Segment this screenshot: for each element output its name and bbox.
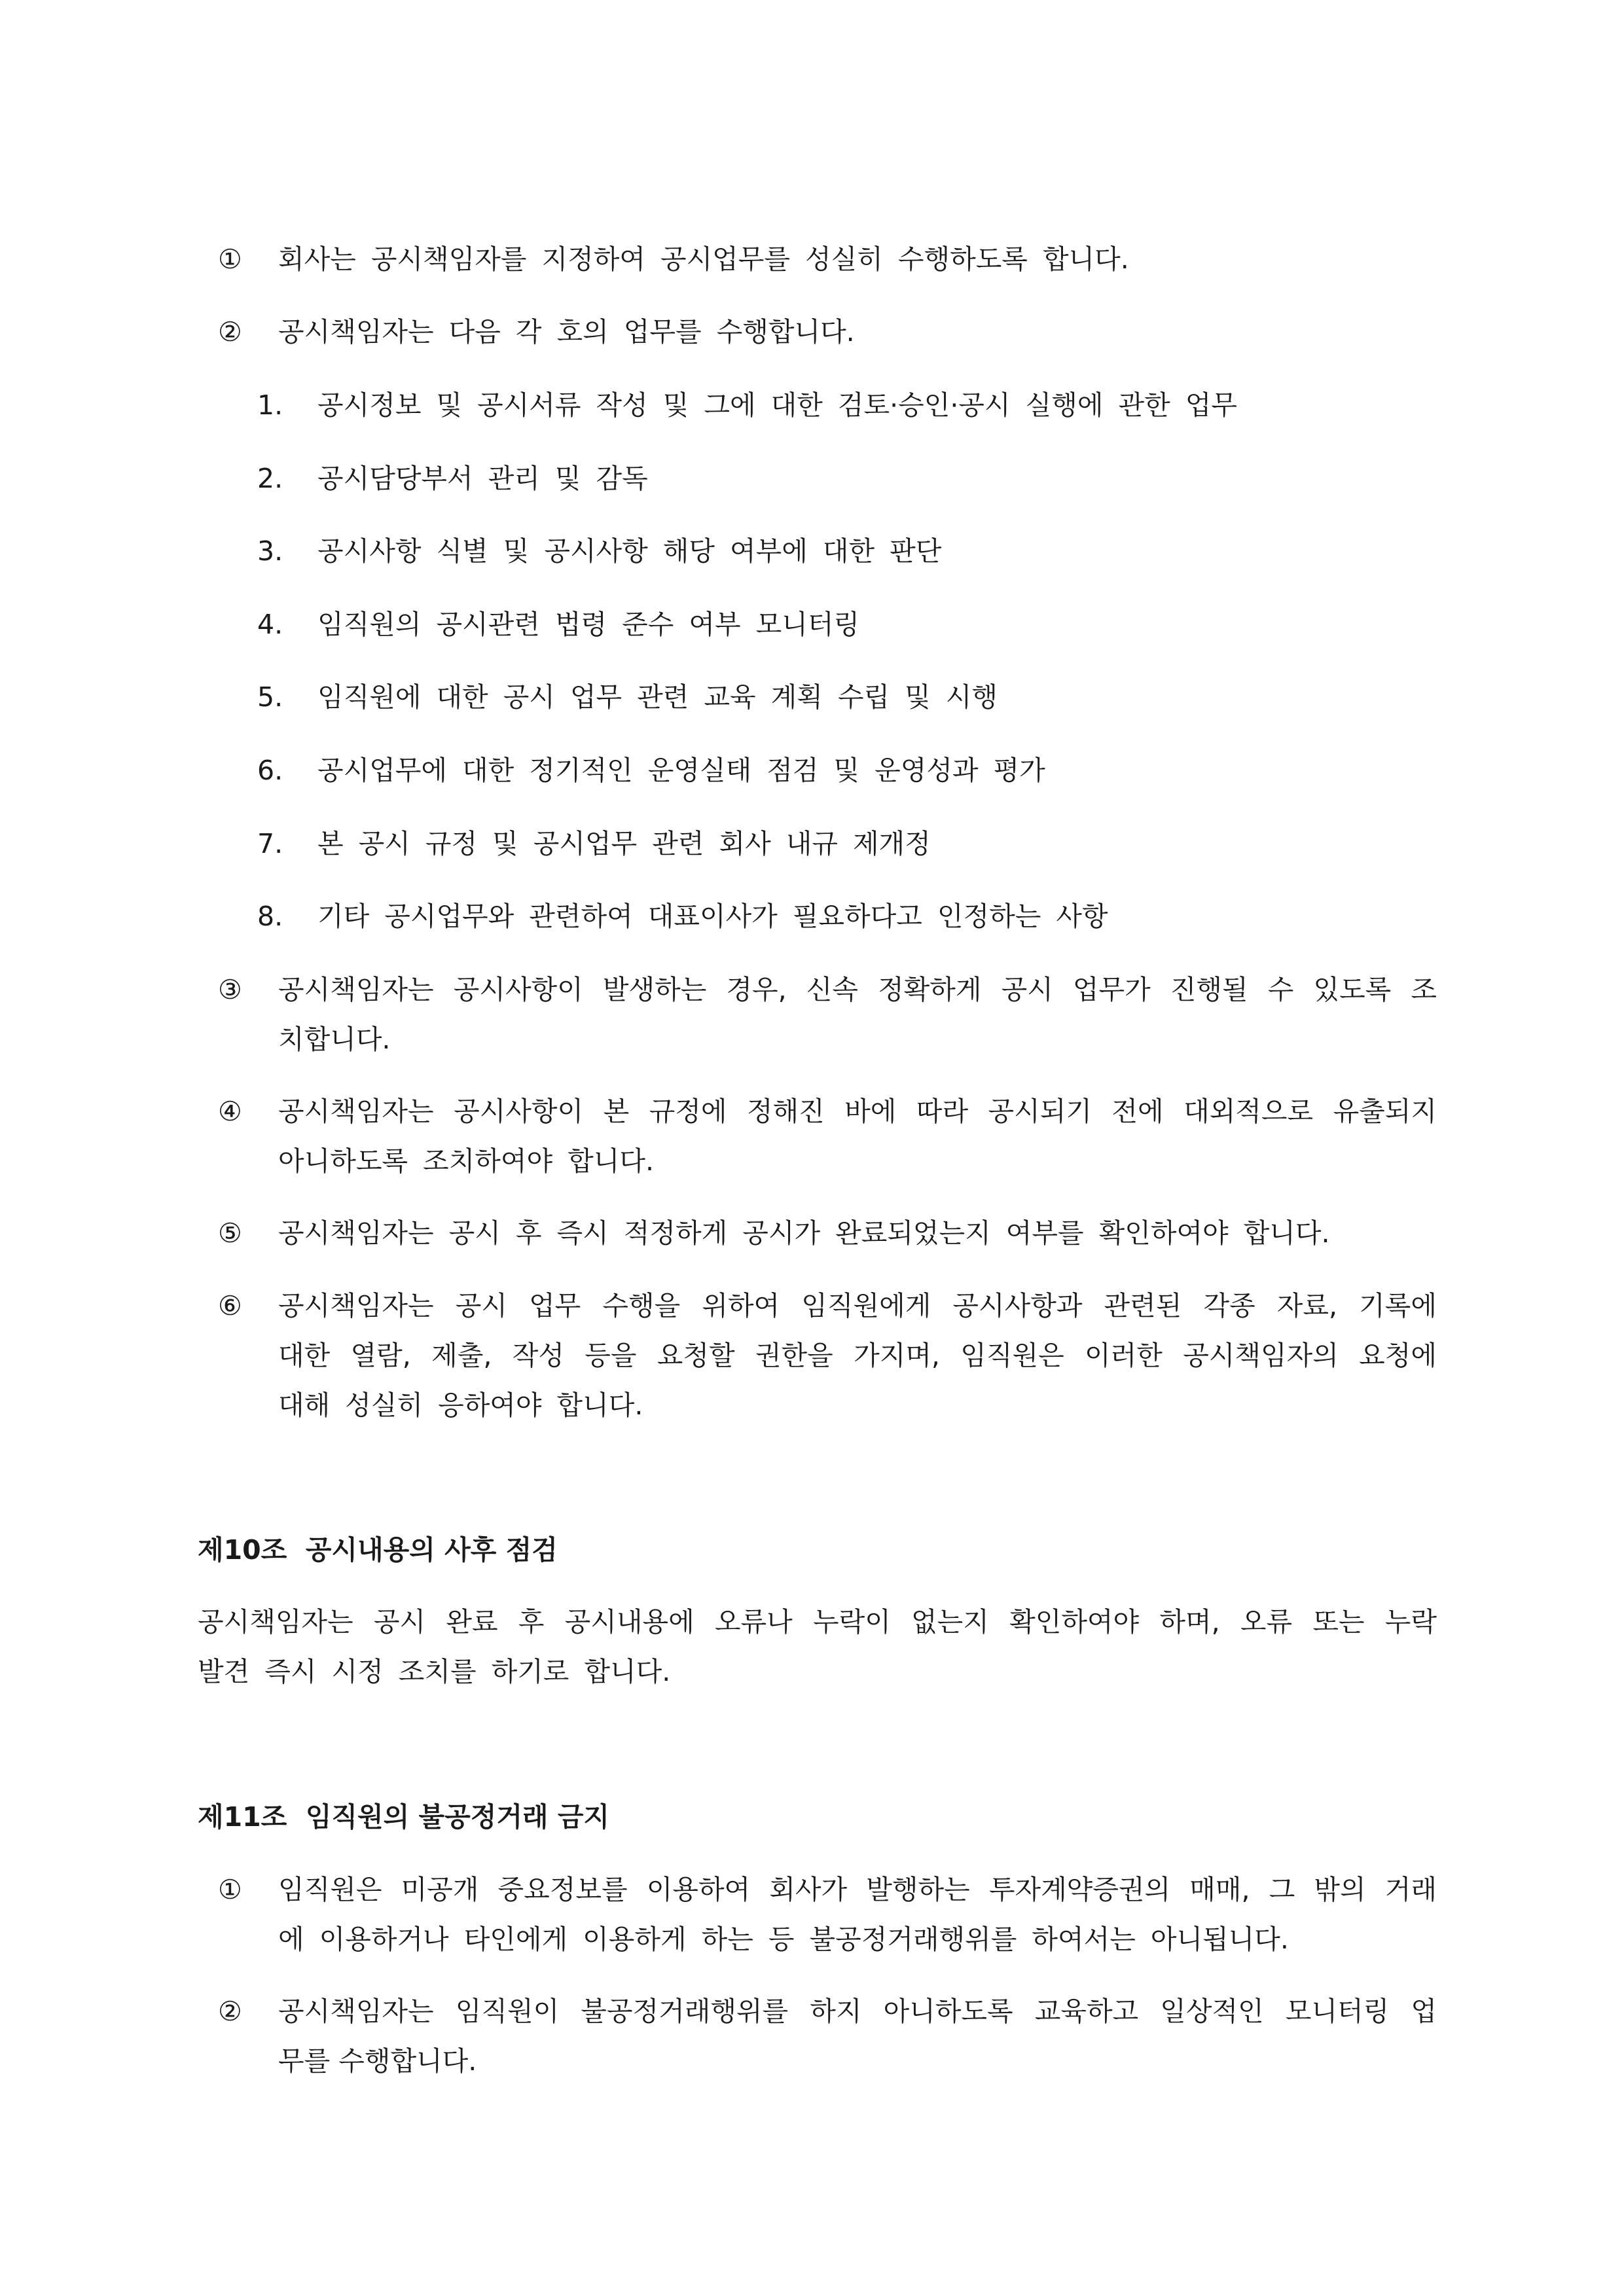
subitem-text: 공시업무에 대한 정기적인 운영실태 점검 및 운영성과 평가	[317, 755, 1045, 786]
subitem-number: 5.	[257, 681, 283, 713]
subitem-number: 4.	[257, 609, 283, 640]
article-10-title: 제10조 공시내용의 사후 점검	[198, 1534, 558, 1566]
item-marker: ②	[218, 1996, 242, 2027]
item-text: 치합니다.	[278, 1024, 391, 1055]
subitem-text: 임직원에 대한 공시 업무 관련 교육 계획 수립 및 시행	[317, 681, 998, 713]
article-10-text: 발견 즉시 시정 조치를 하기로 합니다.	[198, 1656, 671, 1687]
subitem-number: 6.	[257, 755, 283, 786]
item-marker: ⑥	[218, 1290, 242, 1321]
item-text: 대한 열람, 제출, 작성 등을 요청할 권한을 가지며, 임직원은 이러한 공시책임자의 요청에	[278, 1340, 1437, 1371]
item-marker: ①	[218, 243, 242, 275]
item-marker: ③	[218, 974, 242, 1005]
item-text: 대해 성실히 응하여야 합니다.	[278, 1390, 643, 1421]
item-marker: ②	[218, 316, 242, 348]
item-marker: ④	[218, 1096, 242, 1127]
subitem-number: 3.	[257, 535, 283, 567]
item-text: 임직원은 미공개 중요정보를 이용하여 회사가 발행하는 투자계약증권의 매매, 그 밖의 거래	[278, 1874, 1437, 1905]
item-marker: ①	[218, 1874, 242, 1905]
subitem-text: 본 공시 규정 및 공시업무 관련 회사 내규 제개정	[317, 828, 931, 859]
subitem-text: 공시담당부서 관리 및 감독	[317, 463, 648, 494]
item-text: 공시책임자는 공시 후 즉시 적정하게 공시가 완료되었는지 여부를 확인하여야 합니다.	[278, 1217, 1330, 1249]
item-text: 에 이용하거나 타인에게 이용하게 하는 등 불공정거래행위를 하여서는 아니됩니다.	[278, 1924, 1289, 1955]
item-text: 공시책임자는 공시사항이 발생하는 경우, 신속 정확하게 공시 업무가 진행될 수 있도록 조	[278, 974, 1437, 1005]
subitem-number: 8.	[257, 901, 283, 932]
item-text: 공시책임자는 다음 각 호의 업무를 수행합니다.	[278, 316, 855, 348]
subitem-number: 7.	[257, 828, 283, 859]
item-text: 공시책임자는 공시사항이 본 규정에 정해진 바에 따라 공시되기 전에 대외적으로 유출되지	[278, 1096, 1437, 1127]
subitem-number: 2.	[257, 463, 283, 494]
item-text: 무를 수행합니다.	[278, 2045, 477, 2077]
item-text: 공시책임자는 임직원이 불공정거래행위를 하지 아니하도록 교육하고 일상적인 모니터링 업	[278, 1996, 1437, 2027]
subitem-text: 기타 공시업무와 관련하여 대표이사가 필요하다고 인정하는 사항	[317, 901, 1108, 932]
item-text: 회사는 공시책임자를 지정하여 공시업무를 성실히 수행하도록 합니다.	[278, 243, 1129, 275]
article-10-text: 공시책임자는 공시 완료 후 공시내용에 오류나 누락이 없는지 확인하여야 하며, 오류 또는 누락	[198, 1606, 1437, 1638]
item-marker: ⑤	[218, 1217, 242, 1249]
item-text: 아니하도록 조치하여야 합니다.	[278, 1145, 654, 1177]
article-11-title: 제11조 임직원의 불공정거래 금지	[198, 1801, 610, 1833]
subitem-text: 임직원의 공시관련 법령 준수 여부 모니터링	[317, 609, 860, 640]
item-text: 공시책임자는 공시 업무 수행을 위하여 임직원에게 공시사항과 관련된 각종 자료, 기록에	[278, 1290, 1437, 1321]
subitem-number: 1.	[257, 389, 283, 421]
subitem-text: 공시정보 및 공시서류 작성 및 그에 대한 검토·승인·공시 실행에 관한 업무	[317, 389, 1237, 421]
subitem-text: 공시사항 식별 및 공시사항 해당 여부에 대한 판단	[317, 535, 942, 567]
